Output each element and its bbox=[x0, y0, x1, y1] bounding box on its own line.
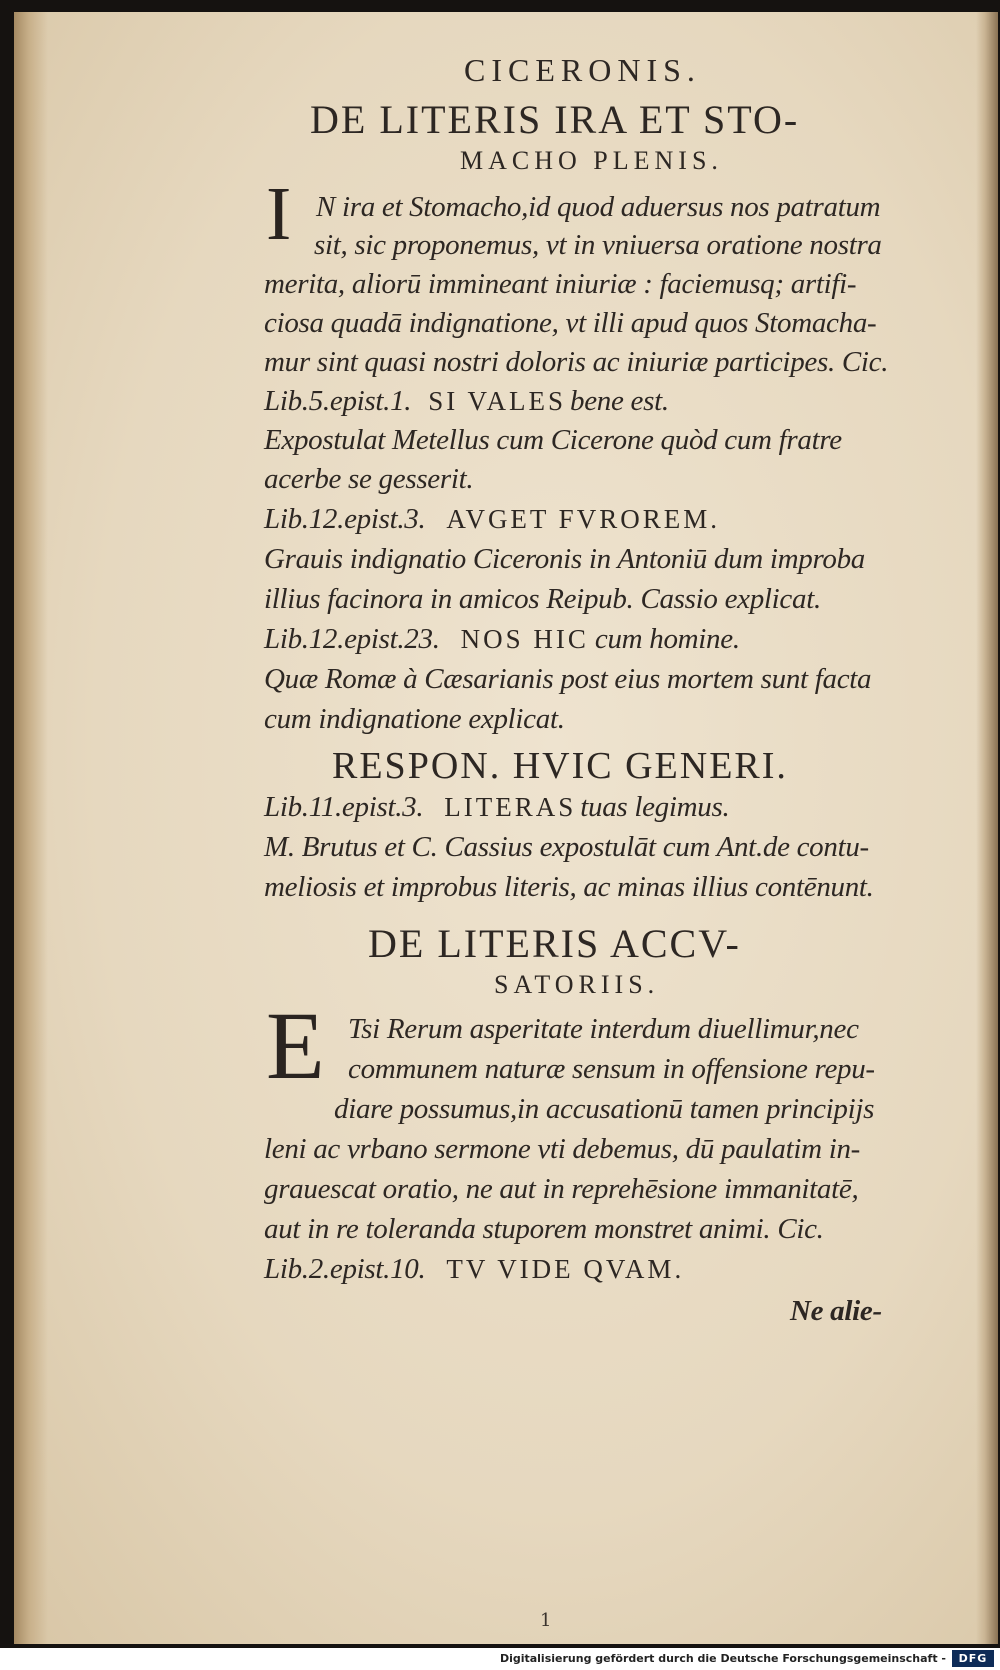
incipit: NOS HIC bbox=[460, 624, 589, 654]
citation-line bbox=[264, 620, 740, 658]
incipit: SI VALES bbox=[428, 386, 567, 416]
text-line: communem naturæ sensum in offensione repu- bbox=[348, 1053, 875, 1085]
text-line: Quæ Romæ à Cæsarianis post eius mortem sunt facta bbox=[264, 663, 872, 695]
incipit: LITERAS bbox=[444, 792, 577, 822]
text-line: cum indignatione explicat. bbox=[264, 703, 565, 735]
text-line: grauescat oratio, ne aut in reprehēsione immanitatē, bbox=[264, 1173, 859, 1205]
text-line: Grauis indignatio Ciceronis in Antoniū dum improba bbox=[264, 543, 866, 575]
section-heading-accusatoriis: DE LITERIS ACCV- bbox=[368, 921, 741, 966]
incipit-cont: cum homine. bbox=[594, 623, 740, 655]
text-line: meliosis et improbus literis, ac minas illius contēnunt. bbox=[264, 871, 874, 903]
catchword: Ne alie- bbox=[790, 1295, 882, 1327]
text-line: mur sint quasi nostri doloris ac iniuriæ participes. Cic. bbox=[264, 346, 889, 378]
text-line: leni ac vrbano sermone vti debemus, dū paulatim in- bbox=[264, 1133, 861, 1165]
section-heading-accusatoriis-cont: SATORIIS. bbox=[494, 970, 660, 999]
dfg-logo: DFG bbox=[952, 1650, 994, 1667]
incipit-cont: bene est. bbox=[570, 385, 669, 417]
text-line: Tsi Rerum asperitate interdum diuellimur,nec bbox=[348, 1013, 859, 1045]
text-line: Expostulat Metellus cum Cicerone quòd cum fratre bbox=[264, 424, 842, 456]
digitization-footer bbox=[0, 1648, 1000, 1670]
citation-line bbox=[264, 382, 669, 420]
section-heading-ira-cont: MACHO PLENIS. bbox=[460, 146, 723, 175]
drop-cap-i: I bbox=[266, 172, 292, 256]
citation-line bbox=[264, 1250, 684, 1288]
text-line: acerbe se gesserit. bbox=[264, 463, 474, 495]
text-line: N ira et Stomacho,id quod aduersus nos patratum bbox=[316, 191, 881, 223]
citation: Lib.12.epist.3. bbox=[264, 503, 426, 535]
citation-line bbox=[264, 788, 729, 826]
section-heading-ira: DE LITERIS IRA ET STO- bbox=[310, 97, 800, 142]
text-line: ciosa quadā indignatione, vt illi apud quos Stomacha- bbox=[264, 307, 877, 339]
page-mark: 1 bbox=[540, 1610, 552, 1631]
text-block bbox=[264, 0, 984, 1640]
citation: Lib.5.epist.1. bbox=[264, 385, 412, 417]
funding-credit: Digitalisierung gefördert durch die Deutsche Forschungsgemeinschaft - bbox=[499, 1652, 946, 1665]
text-line: illius facinora in amicos Reipub. Cassio explicat. bbox=[264, 583, 821, 615]
text-line: aut in re toleranda stuporem monstret animi. Cic. bbox=[264, 1213, 824, 1245]
text-line: sit, sic proponemus, vt in vniuersa oratione nostra bbox=[314, 229, 882, 261]
incipit-cont: tuas legimus. bbox=[580, 791, 730, 823]
drop-cap-e: E bbox=[266, 992, 325, 1099]
text-line: diare possumus,in accusationū tamen principijs bbox=[334, 1093, 875, 1125]
running-head: CICERONIS. bbox=[464, 52, 701, 88]
citation-line bbox=[264, 500, 720, 538]
text-line: merita, aliorū immineant iniuriæ : faciemusq; artifi- bbox=[264, 268, 857, 300]
citation: Lib.11.epist.3. bbox=[264, 791, 424, 823]
citation: Lib.2.epist.10. bbox=[264, 1253, 426, 1285]
section-heading-respon: RESPON. HVIC GENERI. bbox=[332, 745, 788, 787]
incipit: AVGET FVROREM. bbox=[446, 504, 720, 534]
citation: Lib.12.epist.23. bbox=[264, 623, 440, 655]
incipit: TV VIDE QVAM. bbox=[446, 1254, 685, 1284]
text-line: M. Brutus et C. Cassius expostulāt cum Ant.de contu- bbox=[264, 831, 869, 863]
